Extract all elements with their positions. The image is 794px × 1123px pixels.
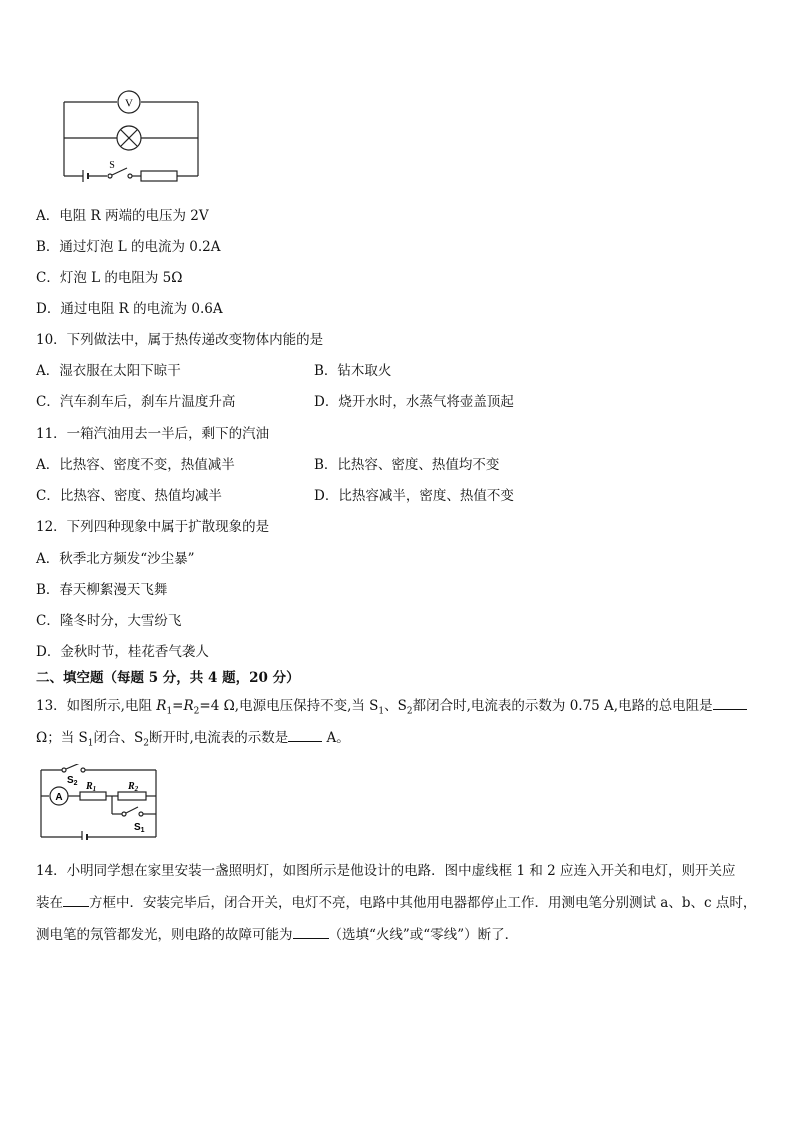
q11-option-d: D．比热容减半，密度、热值不变: [314, 488, 514, 504]
resistor-r2-icon: [118, 792, 146, 800]
q9-option-c: C．灯泡 L 的电阻为 5Ω: [36, 270, 183, 286]
circuit-diagram-2: [34, 764, 164, 840]
q14-line-3: 测电笔的氖管都发光，则电路的故障可能为 （选填“火线”或“零线”）断了．: [36, 924, 518, 945]
resistor-icon: [141, 171, 177, 181]
answer-blank-2[interactable]: [288, 727, 322, 742]
resistor-r1-icon: [80, 792, 106, 800]
q14-line-1: 14．小明同学想在家里安装一盏照明灯，如图所示是他设计的电路．图中虚线框 1 和 2 应连入开关和电灯，则开关应: [36, 863, 736, 879]
voltmeter-label: V: [125, 97, 133, 110]
q9-option-d: D．通过电阻 R 的电流为 0.6A: [36, 301, 223, 317]
q13-line-1: 13．如图所示,电阻 $R_1=R_2=4$ Ω,电源电压保持不变,当 $S_1$、$S_2$都闭合时,电流表的示数为 0.75 A,电路的总电阻是: [36, 695, 747, 722]
resistor-r2-label: $R_2$: [128, 781, 139, 793]
switch-label: S: [109, 160, 115, 171]
answer-blank-3[interactable]: [63, 892, 89, 907]
q14-line-2: 装在 方框中．安装完毕后，闭合开关，电灯不亮，电路中其他用电器都停止工作．用测电笔分别测试 a、b、c 点时，: [36, 892, 756, 913]
q10-option-d: D．烧开水时，水蒸气将壶盖顶起: [314, 394, 514, 410]
q11-option-c: C．比热容、密度、热值均减半: [36, 488, 222, 504]
section-heading: 二、填空题（每题 5 分，共 4 题，20 分）: [36, 670, 300, 686]
q12-stem: 12．下列四种现象中属于扩散现象的是: [36, 519, 270, 535]
answer-blank-4[interactable]: [293, 924, 329, 939]
q12-option-d: D．金秋时节，桂花香气袭人: [36, 644, 209, 660]
q12-option-b: B．春天柳絮漫天飞舞: [36, 582, 168, 598]
q10-option-c: C．汽车刹车后，刹车片温度升高: [36, 394, 236, 410]
q9-option-a: A．电阻 R 两端的电压为 2V: [36, 208, 209, 224]
q10-option-a: A．湿衣服在太阳下晾干: [36, 363, 181, 379]
q10-option-b: B．钻木取火: [314, 363, 392, 379]
ammeter-label: A: [55, 792, 63, 803]
q12-option-a: A．秋季北方频发“沙尘暴”: [36, 551, 195, 567]
q11-stem: 11．一箱汽油用去一半后，剩下的汽油: [36, 426, 270, 442]
answer-blank-1[interactable]: [713, 695, 747, 710]
circuit-diagram-1: [55, 88, 205, 184]
q11-option-a: A．比热容、密度不变，热值减半: [36, 457, 235, 473]
q12-option-c: C．隆冬时分，大雪纷飞: [36, 613, 182, 629]
switch-s2-label: $S_2$: [67, 775, 78, 787]
q10-stem: 10．下列做法中，属于热传递改变物体内能的是: [36, 332, 324, 348]
q13-line-2: Ω；当 $S_1$闭合、$S_2$断开时,电流表的示数是 A。: [36, 727, 350, 754]
q9-option-b: B．通过灯泡 L 的电流为 0.2A: [36, 239, 221, 255]
q11-option-b: B．比热容、密度、热值均不变: [314, 457, 500, 473]
resistor-r1-label: $R_1$: [86, 781, 97, 793]
switch-s1-label: $S_1$: [134, 822, 145, 834]
